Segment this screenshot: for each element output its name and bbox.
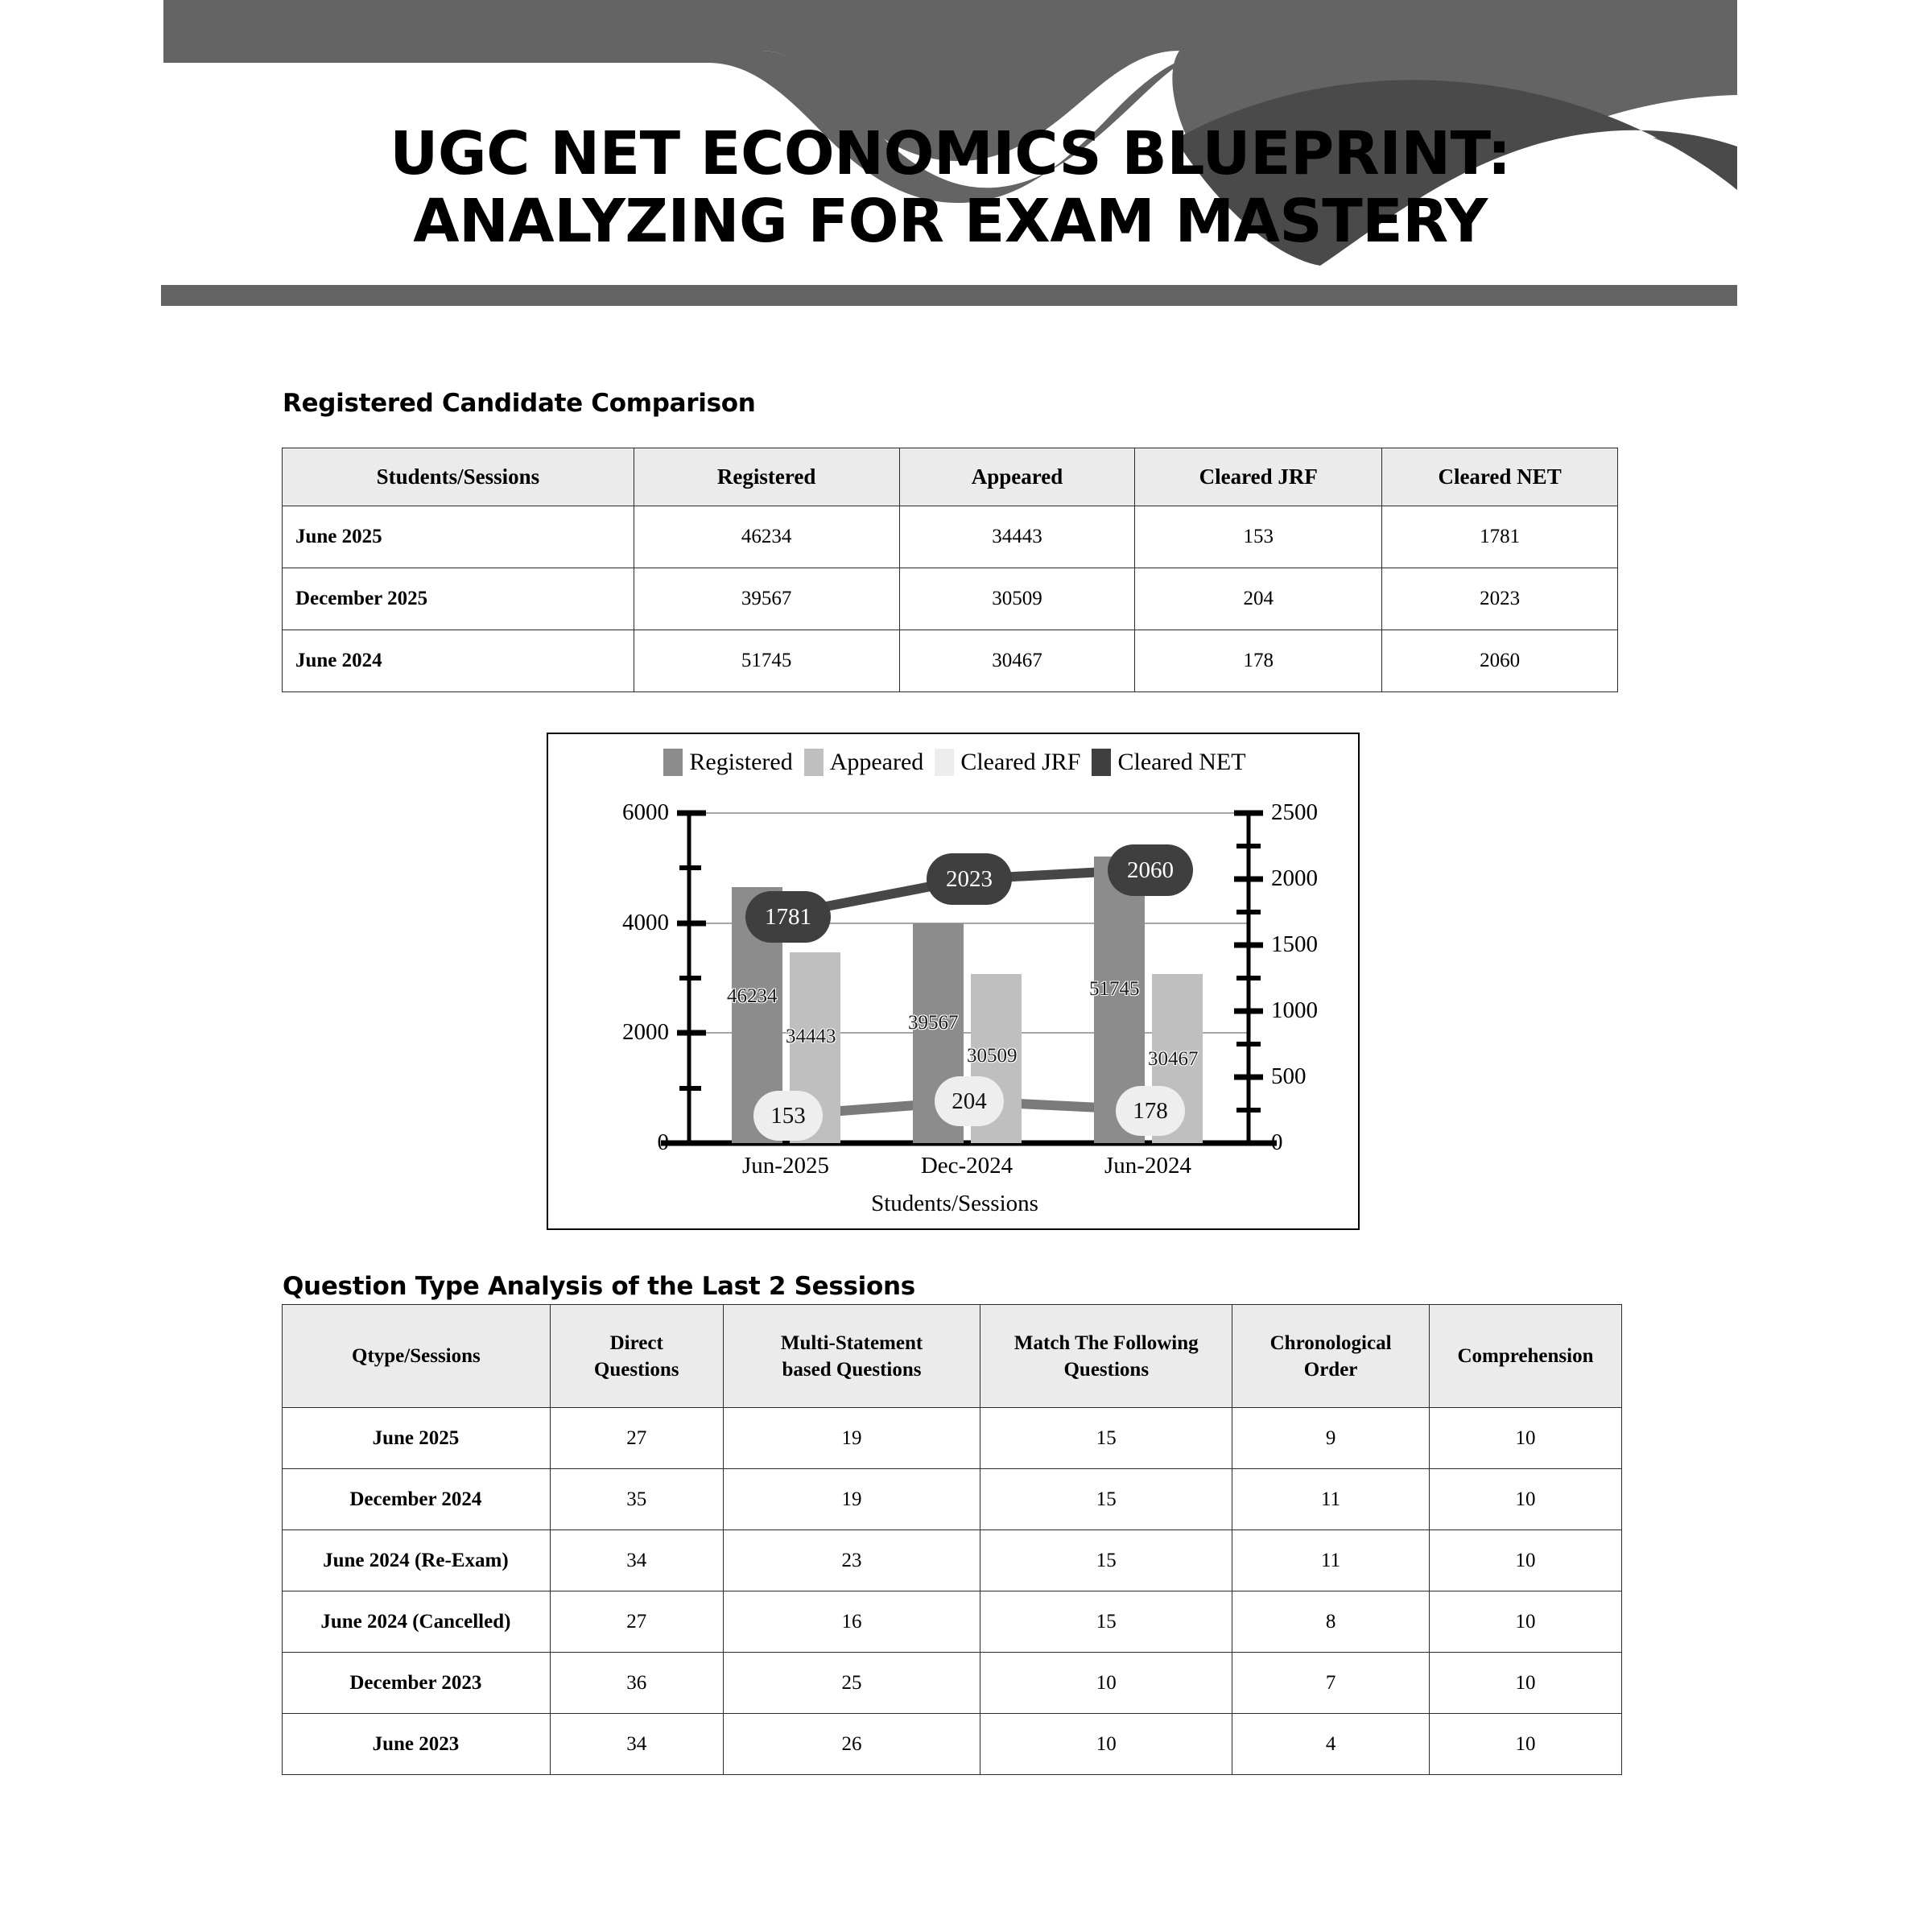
cell-multi: 23 [723, 1530, 980, 1591]
cell-match: 10 [980, 1653, 1232, 1714]
cell-session: June 2024 (Cancelled) [283, 1591, 551, 1653]
table-row [283, 630, 1618, 692]
bar-value-appeared-dec-2024: 30509 [967, 1045, 1018, 1067]
cell-multi: 25 [723, 1653, 980, 1714]
cell-cleared-net: 2060 [1382, 630, 1618, 692]
table-row [283, 1714, 1622, 1775]
legend-label-cleared-net: Cleared NET [1117, 749, 1246, 775]
table-row [283, 1408, 1622, 1469]
cell-chronological: 11 [1232, 1469, 1430, 1530]
bar-value-appeared-jun-2024: 30467 [1148, 1048, 1199, 1070]
cell-multi: 16 [723, 1591, 980, 1653]
cell-session: December 2024 [283, 1469, 551, 1530]
x-axis-category-jun-2025: Jun-2025 [742, 1153, 829, 1179]
marker-cleared-jrf-dec-2024: 204 [935, 1076, 1004, 1126]
x-axis-category-dec-2024: Dec-2024 [920, 1153, 1013, 1179]
bar-value-registered-jun-2025: 46234 [727, 985, 778, 1007]
col-header-match-the-following-questions: Match The Following Questions [980, 1305, 1232, 1408]
cell-appeared: 30509 [899, 568, 1135, 630]
y-axis-right-tick-500: 500 [1271, 1063, 1307, 1089]
chart-plot-area [548, 734, 1361, 1232]
y-axis-left-tick-4000: 4000 [622, 910, 669, 935]
marker-cleared-net-jun-2025: 1781 [745, 891, 831, 943]
cell-appeared: 34443 [899, 506, 1135, 568]
cell-session: June 2023 [283, 1714, 551, 1775]
cell-chronological: 9 [1232, 1408, 1430, 1469]
bar-value-registered-dec-2024: 39567 [908, 1012, 959, 1034]
marker-cleared-net-dec-2024: 2023 [927, 853, 1012, 905]
page-title [163, 121, 1737, 255]
cell-session: December 2023 [283, 1653, 551, 1714]
cell-registered: 51745 [634, 630, 899, 692]
cell-session: June 2025 [283, 1408, 551, 1469]
cell-cleared-net: 2023 [1382, 568, 1618, 630]
y-axis-left-tick-2000: 2000 [622, 1019, 669, 1045]
cell-chronological: 8 [1232, 1591, 1430, 1653]
cell-match: 10 [980, 1714, 1232, 1775]
cell-session: December 2025 [283, 568, 634, 630]
cell-match: 15 [980, 1530, 1232, 1591]
x-axis-category-jun-2024: Jun-2024 [1104, 1153, 1191, 1179]
cell-direct: 27 [550, 1591, 723, 1653]
cell-match: 15 [980, 1408, 1232, 1469]
cell-cleared-jrf: 204 [1135, 568, 1382, 630]
legend-label-registered: Registered [689, 749, 793, 775]
col-header-chronological-order: Chronological Order [1232, 1305, 1430, 1408]
legend-label-cleared-jrf: Cleared JRF [960, 749, 1081, 775]
cell-direct: 27 [550, 1408, 723, 1469]
cell-comprehension: 10 [1430, 1714, 1622, 1775]
cell-session: June 2025 [283, 506, 634, 568]
header-bottom-rule [161, 285, 1737, 306]
cell-comprehension: 10 [1430, 1653, 1622, 1714]
cell-multi: 19 [723, 1469, 980, 1530]
table-row [283, 1591, 1622, 1653]
col-header-registered: Registered [634, 448, 899, 506]
cell-multi: 19 [723, 1408, 980, 1469]
table-row [283, 1530, 1622, 1591]
table-row [283, 1469, 1622, 1530]
cell-match: 15 [980, 1469, 1232, 1530]
y-axis-right-tick-1500: 1500 [1271, 931, 1318, 957]
cell-direct: 34 [550, 1530, 723, 1591]
cell-appeared: 30467 [899, 630, 1135, 692]
table-row [283, 506, 1618, 568]
bar-value-registered-jun-2024: 51745 [1089, 978, 1140, 1000]
cell-registered: 46234 [634, 506, 899, 568]
x-axis-title: Students/Sessions [871, 1191, 1038, 1216]
legend-label-appeared: Appeared [829, 749, 924, 775]
header-banner [0, 0, 1932, 322]
table-row [283, 568, 1618, 630]
cell-match: 15 [980, 1591, 1232, 1653]
cell-cleared-net: 1781 [1382, 506, 1618, 568]
cell-multi: 26 [723, 1714, 980, 1775]
table-header-row [283, 448, 1618, 506]
cell-direct: 34 [550, 1714, 723, 1775]
cell-comprehension: 10 [1430, 1591, 1622, 1653]
registered-candidate-comparison-heading: Registered Candidate Comparison [283, 389, 756, 418]
bar-value-appeared-jun-2025: 34443 [786, 1026, 836, 1047]
cell-direct: 36 [550, 1653, 723, 1714]
table-row [283, 1653, 1622, 1714]
col-header-cleared-jrf: Cleared JRF [1135, 448, 1382, 506]
y-axis-right-tick-2000: 2000 [1271, 865, 1318, 891]
cell-comprehension: 10 [1430, 1530, 1622, 1591]
cell-chronological: 7 [1232, 1653, 1430, 1714]
col-header-qtype-session: Qtype/Sessions [283, 1305, 551, 1408]
cell-cleared-jrf: 178 [1135, 630, 1382, 692]
cell-direct: 35 [550, 1469, 723, 1530]
marker-cleared-net-jun-2024: 2060 [1108, 844, 1193, 896]
page-title-line-1: UGC NET ECONOMICS BLUEPRINT: [390, 119, 1511, 188]
cell-registered: 39567 [634, 568, 899, 630]
registered-candidate-chart [547, 733, 1360, 1230]
col-header-direct-questions: Direct Questions [550, 1305, 723, 1408]
question-type-analysis-heading: Question Type Analysis of the Last 2 Sessions [283, 1272, 915, 1301]
col-header-session: Students/Sessions [283, 448, 634, 506]
page-title-line-2: ANALYZING FOR EXAM MASTERY [413, 186, 1488, 256]
y-axis-right-tick-0: 0 [1271, 1129, 1283, 1155]
col-header-cleared-net: Cleared NET [1382, 448, 1618, 506]
col-header-appeared: Appeared [899, 448, 1135, 506]
cell-chronological: 11 [1232, 1530, 1430, 1591]
table-header-row [283, 1305, 1622, 1408]
marker-cleared-jrf-jun-2024: 178 [1116, 1086, 1185, 1136]
marker-cleared-jrf-jun-2025: 153 [753, 1091, 823, 1141]
registered-candidate-table [282, 448, 1618, 692]
cell-cleared-jrf: 153 [1135, 506, 1382, 568]
y-axis-right-tick-1000: 1000 [1271, 997, 1318, 1023]
y-axis-right-tick-2500: 2500 [1271, 799, 1318, 825]
col-header-comprehension: Comprehension [1430, 1305, 1622, 1408]
cell-session: June 2024 (Re-Exam) [283, 1530, 551, 1591]
y-axis-left-tick-6000: 6000 [622, 799, 669, 825]
col-header-multi-statement-questions: Multi-Statement based Questions [723, 1305, 980, 1408]
cell-session: June 2024 [283, 630, 634, 692]
cell-chronological: 4 [1232, 1714, 1430, 1775]
question-type-analysis-table [282, 1304, 1622, 1775]
cell-comprehension: 10 [1430, 1469, 1622, 1530]
cell-comprehension: 10 [1430, 1408, 1622, 1469]
y-axis-left-tick-0: 0 [657, 1129, 669, 1155]
